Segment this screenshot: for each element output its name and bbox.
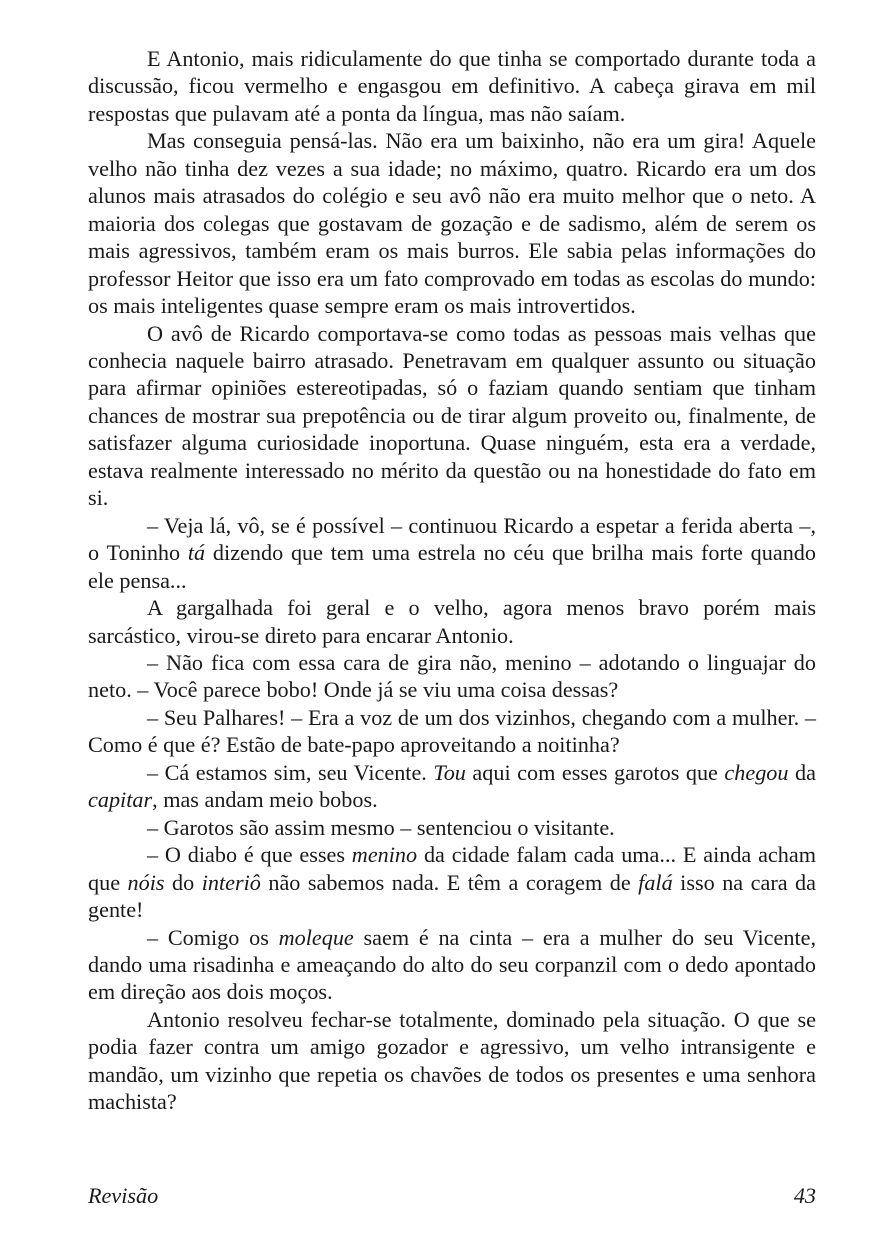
text-run: – Seu Palhares! – Era a voz de um dos vizinhos, chegando com a mulher. – Como é que é? Estão de bate-papo aproveitando a noitinha? <box>88 704 816 758</box>
paragraph <box>88 594 816 649</box>
italic-text: capitar <box>88 787 153 813</box>
italic-text: chegou <box>724 759 789 785</box>
text-run: – Não fica com essa cara de gira não, menino – adotando o linguajar do neto. – Você parece bobo! Onde já se viu uma coisa dessas? <box>88 649 816 703</box>
running-head: Revisão <box>88 1183 159 1208</box>
page-footer <box>88 1182 816 1210</box>
page-number: 43 <box>793 1183 816 1208</box>
text-run: não sabemos nada. E têm a coragem de <box>260 869 639 895</box>
paragraph <box>88 704 816 759</box>
italic-text: Tou <box>433 759 466 785</box>
text-run: do <box>164 869 202 895</box>
paragraph <box>88 924 816 1006</box>
paragraph <box>88 649 816 704</box>
paragraph <box>88 127 816 319</box>
text-run: – Comigo os <box>147 924 279 950</box>
italic-text: falá <box>638 869 673 895</box>
italic-text: nóis <box>127 869 165 895</box>
text-run: – Veja lá, vô, se é possível – continuou Ricardo a espetar a ferida aberta –, o Toninho <box>88 512 816 566</box>
paragraph <box>88 320 816 512</box>
paragraph <box>88 841 816 923</box>
text-run: isso na cara da gente! <box>88 869 816 923</box>
text-run: – O diabo é que esses <box>147 842 352 868</box>
italic-text: moleque <box>278 924 354 950</box>
paragraph <box>88 814 816 841</box>
italic-text: tá <box>187 540 206 566</box>
text-run: – Garotos são assim mesmo – sentenciou o visitante. <box>147 814 615 840</box>
paragraph <box>88 512 816 594</box>
text-run: saem é na cinta – era a mulher do seu Vicente, dando uma risadinha e ameaçando do alto do seu corpanzil com o dedo apontado em direção aos dois moços. <box>88 924 816 1005</box>
text-run: – Cá estamos sim, seu Vicente. <box>147 759 434 785</box>
paragraph <box>88 1006 816 1116</box>
text-run: E Antonio, mais ridiculamente do que tinha se comportado durante toda a discussão, ficou vermelho e engasgou em definitivo. A cabeça girava em mil respostas que pulavam até a ponta da língua, mas não saíam. <box>88 46 816 126</box>
text-run: dizendo que tem uma estrela no céu que brilha mais forte quando ele pensa... <box>88 540 816 593</box>
text-run: O avô de Ricardo comportava-se como todas as pessoas mais velhas que conhecia naquele bairro atrasado. Penetravam em qualquer assunto ou situação para afirmar opiniões estereotipadas, só o faziam quando sentiam que tinham chances de mostrar sua prepotência ou de tirar algum proveito ou, finalmente, de satisfazer alguma curiosidade inoportuna. Quase ninguém, esta era a verdade, estava realmente interessado no mérito da questão ou na honestidade do fato em si. <box>88 320 816 511</box>
paragraph <box>88 45 816 127</box>
text-run: da cidade falam cada uma... E ainda acham que <box>88 842 816 895</box>
text-run: aqui com esses garotos que <box>465 759 725 785</box>
italic-text: menino <box>351 842 418 868</box>
body-text <box>88 45 816 1116</box>
italic-text: interiô <box>201 869 261 895</box>
text-run: da <box>788 759 816 785</box>
text-run: , mas andam meio bobos. <box>152 787 378 813</box>
text-run: Mas conseguia pensá-las. Não era um baixinho, não era um gira! Aquele velho não tinha dez vezes a sua idade; no máximo, quatro. Ricardo era um dos alunos mais atrasados do colégio e seu avô não era muito melhor que o neto. A maioria dos colegas que gostavam de gozação e de sadismo, além de serem os mais agressivos, também eram os mais burros. Ele sabia pelas informações do professor Heitor que isso era um fato comprovado em todas as escolas do mundo: os mais inteligentes quase sempre eram os mais introvertidos. <box>88 128 816 319</box>
paragraph <box>88 759 816 814</box>
text-run: Antonio resolveu fechar-se totalmente, dominado pela situação. O que se podia fazer contra um amigo gozador e agressivo, um velho intransigente e mandão, um vizinho que repetia os chavões de todos os presentes e uma senhora machista? <box>88 1006 816 1115</box>
text-run: A gargalhada foi geral e o velho, agora menos bravo porém mais sarcástico, virou-se direto para encarar Antonio. <box>88 595 816 648</box>
